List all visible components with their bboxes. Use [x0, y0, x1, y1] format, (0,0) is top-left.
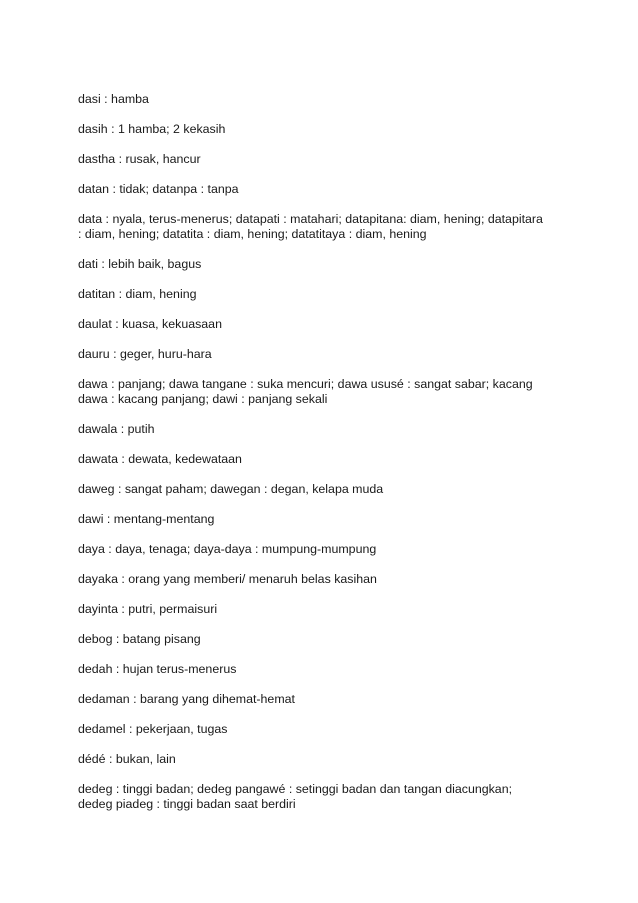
glossary-entry-dedaman: dedaman : barang yang dihemat-hemat [78, 692, 295, 706]
glossary-entry-datan: datan : tidak; datanpa : tanpa [78, 182, 239, 196]
glossary-entry-dede: dédé : bukan, lain [78, 752, 176, 766]
glossary-entry-dawa: dawa : panjang; dawa tangane : suka mencuri; dawa ususé : sangat sabar; kacang dawa : kacang panjang; dawi : panjang sekali [78, 377, 533, 406]
glossary-entry-dati: dati : lebih baik, bagus [78, 257, 202, 271]
glossary-list [78, 92, 578, 827]
glossary-entry-dawi: dawi : mentang-mentang [78, 512, 215, 526]
glossary-entry-daweg: daweg : sangat paham; dawegan : degan, kelapa muda [78, 482, 384, 496]
glossary-entry-dasi: dasi : hamba [78, 92, 149, 106]
glossary-entry-dayinta: dayinta : putri, permaisuri [78, 602, 218, 616]
glossary-entry-datitan: datitan : diam, hening [78, 287, 197, 301]
glossary-entry-dayaka: dayaka : orang yang memberi/ menaruh belas kasihan [78, 572, 377, 586]
glossary-entry-dedamel: dedamel : pekerjaan, tugas [78, 722, 228, 736]
glossary-entry-daya: daya : daya, tenaga; daya-daya : mumpung-mumpung [78, 542, 377, 556]
glossary-entry-dawala: dawala : putih [78, 422, 155, 436]
glossary-entry-daulat: daulat : kuasa, kekuasaan [78, 317, 222, 331]
glossary-entry-dauru: dauru : geger, huru-hara [78, 347, 212, 361]
glossary-entry-dedah: dedah : hujan terus-menerus [78, 662, 237, 676]
glossary-entry-dastha: dastha : rusak, hancur [78, 152, 201, 166]
glossary-entry-dedeg: dedeg : tinggi badan; dedeg pangawé : setinggi badan dan tangan diacungkan; dedeg piadeg : tinggi badan saat berdiri [78, 782, 513, 811]
glossary-entry-dawata: dawata : dewata, kedewataan [78, 452, 242, 466]
glossary-entry-debog: debog : batang pisang [78, 632, 201, 646]
glossary-entry-dasih: dasih : 1 hamba; 2 kekasih [78, 122, 226, 136]
glossary-entry-data: data : nyala, terus-menerus; datapati : matahari; datapitana: diam, hening; datapitara : diam, hening; datatita : diam, hening; datatitaya : diam, hening [78, 212, 543, 241]
